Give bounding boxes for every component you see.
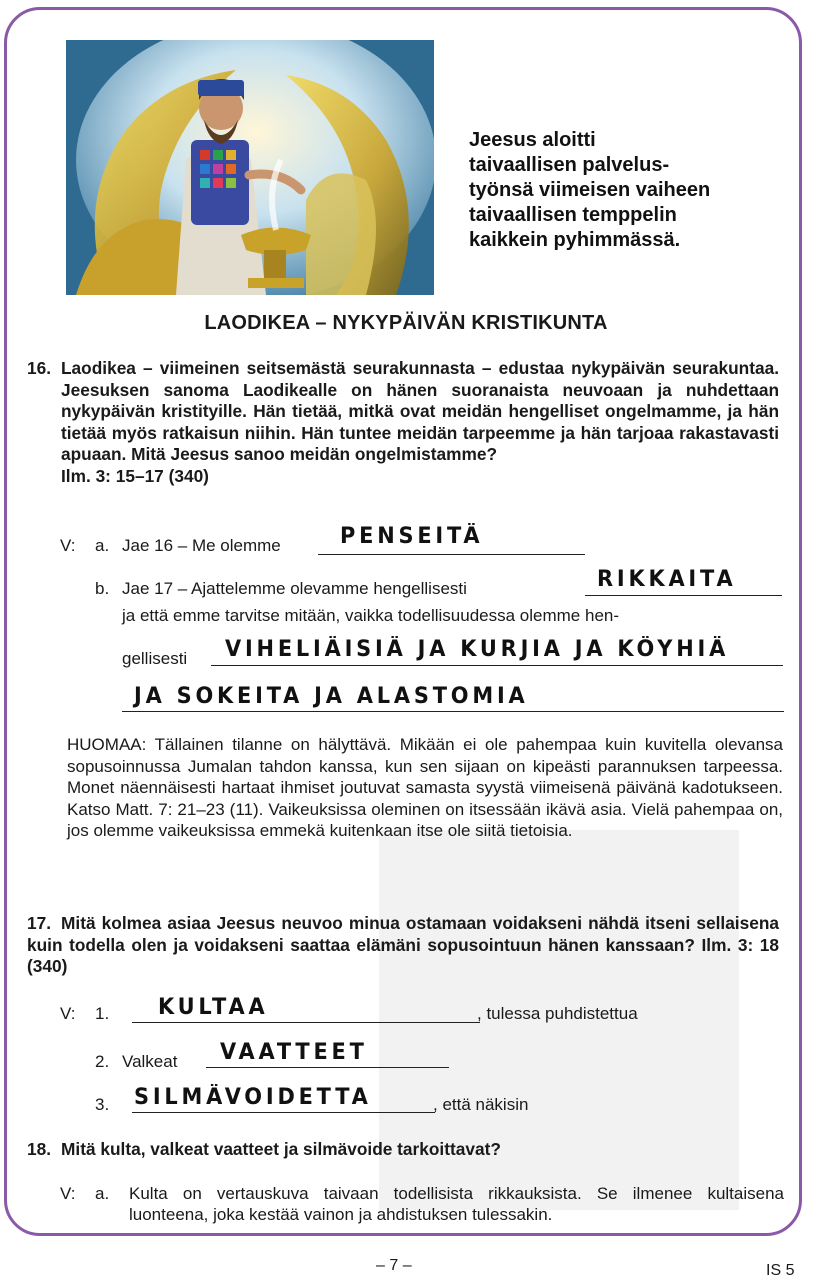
answer-b-continuation: ja että emme tarvitse mitään, vaikka todellisuudessa olemme hen- [122,606,620,625]
item-3-suffix: , että näkisin [433,1095,529,1114]
item-1-label: 1. [95,1004,110,1023]
caption-line: kaikkein pyhimmässä. [469,229,681,251]
item-3-label: 3. [95,1095,110,1114]
question-reference: Ilm. 3: 15–17 (340) [61,465,209,486]
question-18 [27,1139,779,1161]
caption-line: taivaallisen palvelus- [469,154,670,176]
question-reference: Ilm. 3: 18 (340) [27,934,779,976]
item-2-handwriting: VAATTEET [220,1040,368,1065]
question-text: Mitä kolmea asiaa Jeesus neuvoo minua ostamaan voidakseni nähdä itseni sellaisena kuin todella olen ja voidakseni saattaa elämäni sopusointuun hänen kanssaan? [27,913,779,955]
answer-a-text: Kulta on vertauskuva taivaan todellisista rikkauksista. Se ilmenee kultaisena luonteena, joka kestää vainon ja ahdistuksen tulessakin. [129,1184,784,1224]
caption-line: työnsä viimeisen vaiheen [469,179,711,201]
item-1-suffix: , tulessa puhdistettua [477,1004,638,1023]
answer-b-prompt-2: gellisesti [122,649,188,668]
item-2-label: 2. [95,1052,110,1071]
question-text: Laodikea – viimeinen seitsemästä seurakunnasta – edustaa nykypäivän seurakuntaa. Jeesuksen sanoma Laodikealle on hänen suoranaista neuvoaan ja nuhdettaan nykypäivän kristityille. Hän tietää, mitkä ovat meidän hengelliset ongelmamme, ja hän tietää myös ratkaisun niihin. Hän tuntee meidän tarpeemme ja hän tarjoaa rakastavasti apuaan. Mitä Jeesus sanoo meidän ongelmistamme? [61,358,779,464]
item-1-handwriting: KULTAA [158,995,269,1020]
question-number: 17. [27,913,52,933]
answer-a-label: a. [95,1184,110,1203]
item-3-line[interactable] [132,1085,435,1113]
answer-label: V: [60,536,76,555]
answer-b-handwriting-2: VIHELIÄISIÄ JA KURJIA JA KÖYHIÄ [225,637,730,662]
item-2-prompt: Valkeat [122,1052,178,1071]
note-paragraph: HUOMAA: Tällainen tilanne on hälyttävä. Mikään ei ole pahempaa kuin kuvitella olevansa sopusoinnussa Jumalan tahdon kanssa, kun sen sijaan on kipeästi parannuksen tarpeessa. Monet näennäisesti hartaat ihmiset joutuvat samasta syystä viimeisenä päivänä kadotukseen. Katso Matt. 7: 21–23 (11). Vaikeuksissa oleminen on itsessään ikävä asia. Vielä pahempaa on, jos olemme vaikeuksissa emmekä kuitenkaan itse ole siitä tietoisia. [67,735,783,840]
answer-b-handwriting-3: JA SOKEITA JA ALASTOMIA [134,684,529,709]
jesus-high-priest-illustration-icon [66,40,434,295]
question-17 [27,913,779,978]
illustration [66,40,434,295]
question-number: 18. [27,1139,52,1159]
lesson-code: IS 5 [766,1262,795,1279]
caption-line: taivaallisen temppelin [469,204,677,226]
caption-line: Jeesus aloitti [469,129,596,151]
answer-a-prompt: Jae 16 – Me olemme [122,536,281,555]
answer-b-handwriting-1: RIKKAITA [597,567,737,592]
answer-a-label: a. [95,536,110,555]
question-16 [27,358,779,487]
answer-b-prompt: Jae 17 – Ajattelemme olevamme hengellisesti [122,579,467,598]
answer-b-line-2[interactable] [211,637,783,666]
page-frame [4,7,802,1236]
answer-b-label: b. [95,579,110,598]
illustration-caption [469,128,789,253]
item-3-handwriting: SILMÄVOIDETTA [134,1085,372,1110]
question-number: 16. [27,358,52,378]
answer-label: V: [60,1004,76,1023]
answer-a-handwriting: PENSEITÄ [340,524,484,549]
item-2-line[interactable] [206,1040,449,1068]
question-text: Mitä kulta, valkeat vaatteet ja silmävoide tarkoittavat? [61,1139,501,1159]
page-number: – 7 – [376,1257,412,1274]
answer-b-line-1[interactable] [585,567,782,596]
section-title: LAODIKEA – NYKYPÄIVÄN KRISTIKUNTA [204,312,608,334]
answer-label: V: [60,1184,76,1203]
answer-a-line[interactable] [318,524,585,555]
answer-b-line-3[interactable] [122,684,784,712]
item-1-line[interactable] [132,995,480,1023]
